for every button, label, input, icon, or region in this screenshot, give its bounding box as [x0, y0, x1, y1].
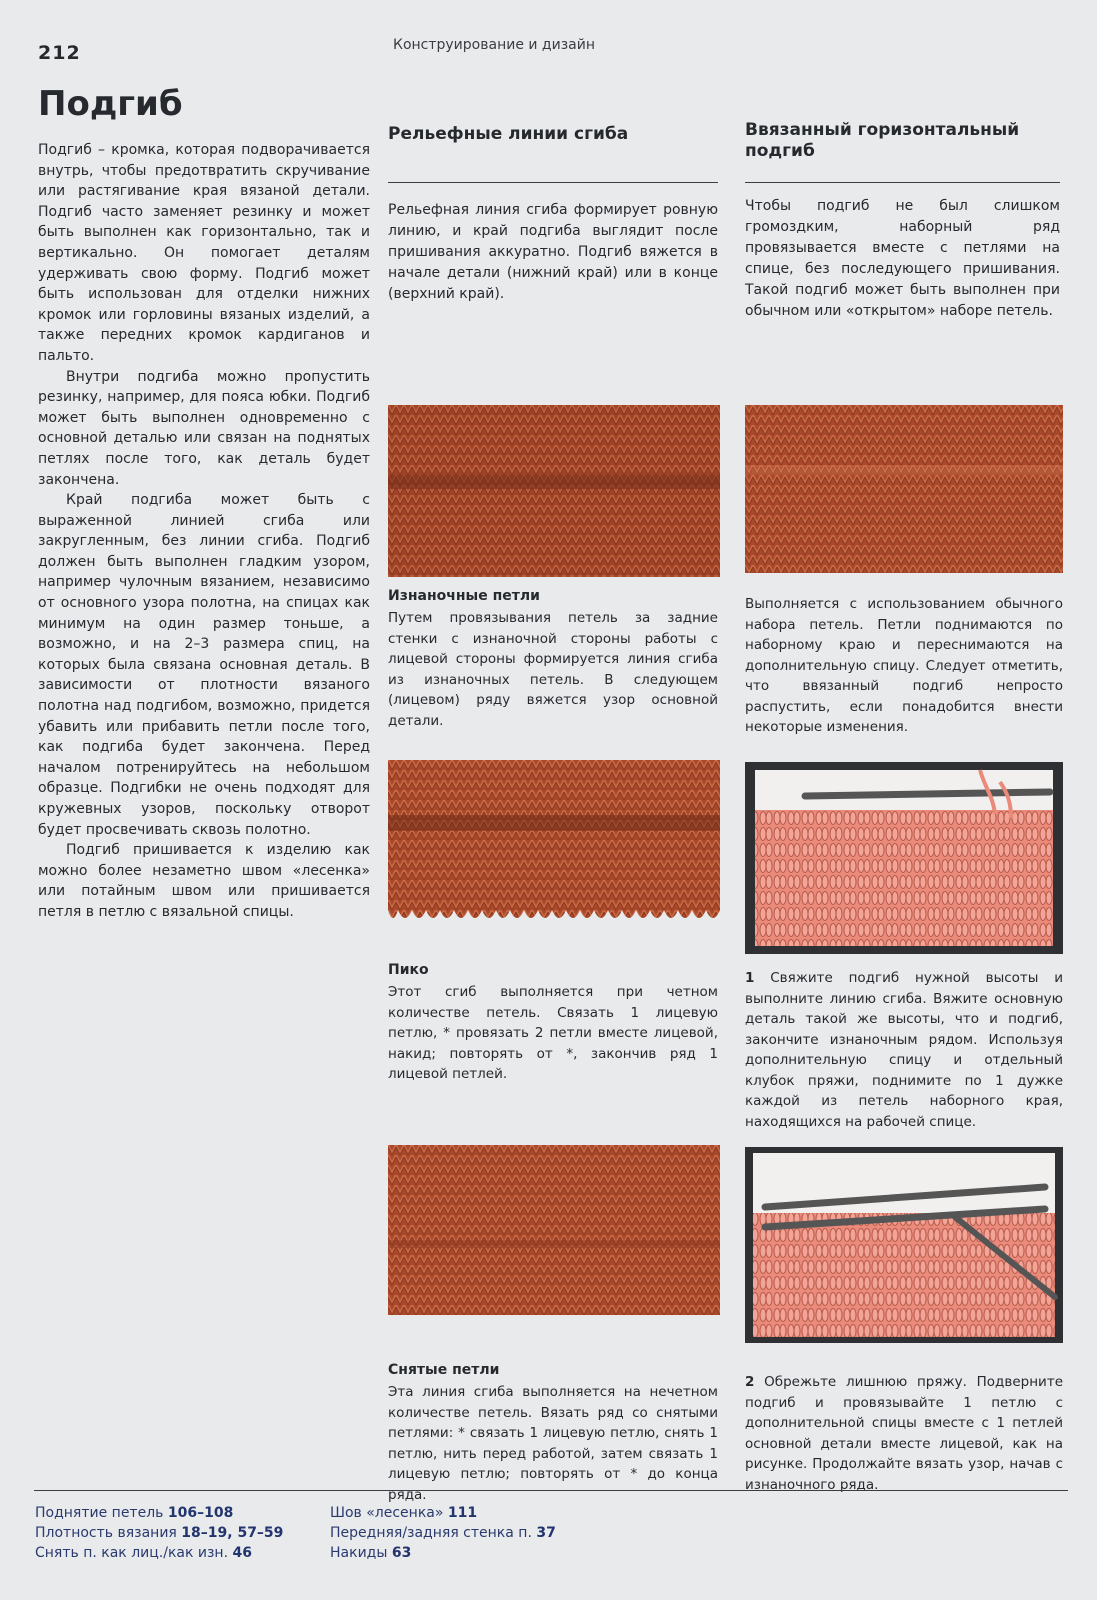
- caption-title: Снятые петли: [388, 1362, 500, 1378]
- xref-left: [35, 1503, 283, 1563]
- fold-lines-intro: Рельефная линия сгиба формирует ровную линию, и край подгиба выглядит после пришивания аккуратно. Подгиб вяжется в начале детали (нижний край) или в конце (верхний край).: [388, 202, 718, 302]
- xref-right: [330, 1503, 556, 1563]
- fold-lines-heading: Рельефные линии сгиба: [388, 124, 629, 144]
- caption-text: Эта линия сгиба выполняется на нечетном количестве петель. Вязать ряд со снятыми петлями: * связать 1 лицевую петлю, снять 1 петлю, нить перед работой, затем связать 1 лицевую петлю; повторять от * до конца ряда.: [388, 1384, 718, 1503]
- illustration-step-1: [745, 762, 1063, 954]
- xref-item[interactable]: Плотность вязания 18–19, 57–59: [35, 1525, 284, 1541]
- main-text-column: [38, 140, 370, 923]
- step-number: 2: [745, 1374, 755, 1390]
- paragraph: Подгиб пришивается к изделию как можно более незаметно швом «лесенка» или потайным швом или пришивается петля в петлю с вязальной спицы.: [38, 842, 370, 920]
- page-number: 212: [38, 42, 81, 64]
- step-text: Обрежьте лишнюю пряжу. Подверните подгиб и провязывайте 1 петлю с дополнительной спицы вместе с 1 петлей основной детали вместе лицевой, как на рисунке. Продолжайте вязать узор, начав с изнаночного ряда.: [745, 1374, 1063, 1493]
- swatch-picot: [388, 760, 720, 928]
- step-2-text: [745, 1372, 1063, 1495]
- caption-title: Изнаночные петли: [388, 588, 540, 604]
- knitted-hem-heading: Ввязанный горизонтальный подгиб: [745, 120, 1020, 161]
- illustration-step-2: [745, 1147, 1063, 1343]
- xref-item[interactable]: Снять п. как лиц./как изн. 46: [35, 1545, 252, 1561]
- xref-item[interactable]: Шов «лесенка» 111: [330, 1505, 478, 1521]
- caption-text: Путем провязывания петель за задние стенки с изнаночной стороны работы с лицевой стороны формируется линия сгиба из изнаночных петель. В следующем (лицевом) ряду вяжется узор основной детали.: [388, 610, 718, 729]
- step-text: Свяжите подгиб нужной высоты и выполните линию сгиба. Вяжите основную деталь такой же высоты, что и подгиб, закончите изнаночным рядом. Используя дополнительную спицу и отдельный клубок пряжи, поднимите по 1 дужке каждой из петель наборного края, находящихся на рабочей спице.: [745, 970, 1063, 1130]
- caption-text: Выполняется с использованием обычного набора петель. Петли поднимаются по наборному краю и переснимаются на дополнительную спицу. Следует отметить, что ввязанный подгиб непросто распустить, если понадобится внести некоторые изменения.: [745, 596, 1063, 735]
- paragraph: Край подгиба может быть с выраженной линией сгиба или закругленным, без линии сгиба. Подгиб должен быть выполнен гладким узором, например чулочным вязанием, независимо от основного узора полотна, на спицах как минимум на один размер тоньше, а возможно, и на 2–3 размера спиц, на которых была связана основная деталь. В зависимости от плотности вязаного полотна над подгибом, возможно, придется убавить или прибавить петли после того, как подгиба будет закончена. Перед началом потренируйтесь на небольшом образце. Подгибки не очень подходят для кружевных узоров, поскольку отворот будет просвечивать сквозь полотно.: [38, 492, 370, 838]
- xref-item[interactable]: Передняя/задняя стенка п. 37: [330, 1525, 556, 1541]
- xref-item[interactable]: Поднятие петель 106–108: [35, 1505, 234, 1521]
- running-title: Конструирование и дизайн: [393, 37, 595, 53]
- step-number: 1: [745, 970, 755, 986]
- swatch-purl-fold: [388, 405, 720, 577]
- swatch-knitted-hem: [745, 405, 1063, 573]
- page-title: Подгиб: [38, 84, 183, 124]
- xref-item[interactable]: Накиды 63: [330, 1545, 412, 1561]
- caption-text: Этот сгиб выполняется при четном количестве петель. Связать 1 лицевую петлю, * провязать 2 петли вместе лицевой, накид; повторять от *, закончив ряд 1 лицевой петлей.: [388, 984, 718, 1082]
- divider: [388, 182, 718, 183]
- paragraph: Подгиб – кромка, которая подворачивается внутрь, чтобы предотвратить скручивание или растягивание края вязаной детали. Подгиб часто заменяет резинку и может быть выполнен как горизонтально, так и вертикально. Он помогает деталям удерживать свою форму. Подгиб может быть использован для отделки нижних кромок или горловины вязаных изделий, а также передних кромок кардиганов и пальто.: [38, 142, 370, 364]
- step-1-text: [745, 968, 1063, 1132]
- swatch-slipped-stitch: [388, 1145, 720, 1315]
- footer-divider: [34, 1490, 1068, 1491]
- caption-title: Пико: [388, 962, 429, 978]
- paragraph: Внутри подгиба можно пропустить резинку, например, для пояса юбки. Подгиб может быть выполнен одновременно с основной деталью или связан на поднятых петлях после того, как деталь будет закончена.: [38, 368, 370, 488]
- knitted-hem-intro: Чтобы подгиб не был слишком громоздким, наборный ряд провязывается вместе с петлями на спице, без последующего пришивания. Такой подгиб может быть выполнен при обычном или «открытом» наборе петель.: [745, 198, 1060, 319]
- divider: [745, 182, 1060, 183]
